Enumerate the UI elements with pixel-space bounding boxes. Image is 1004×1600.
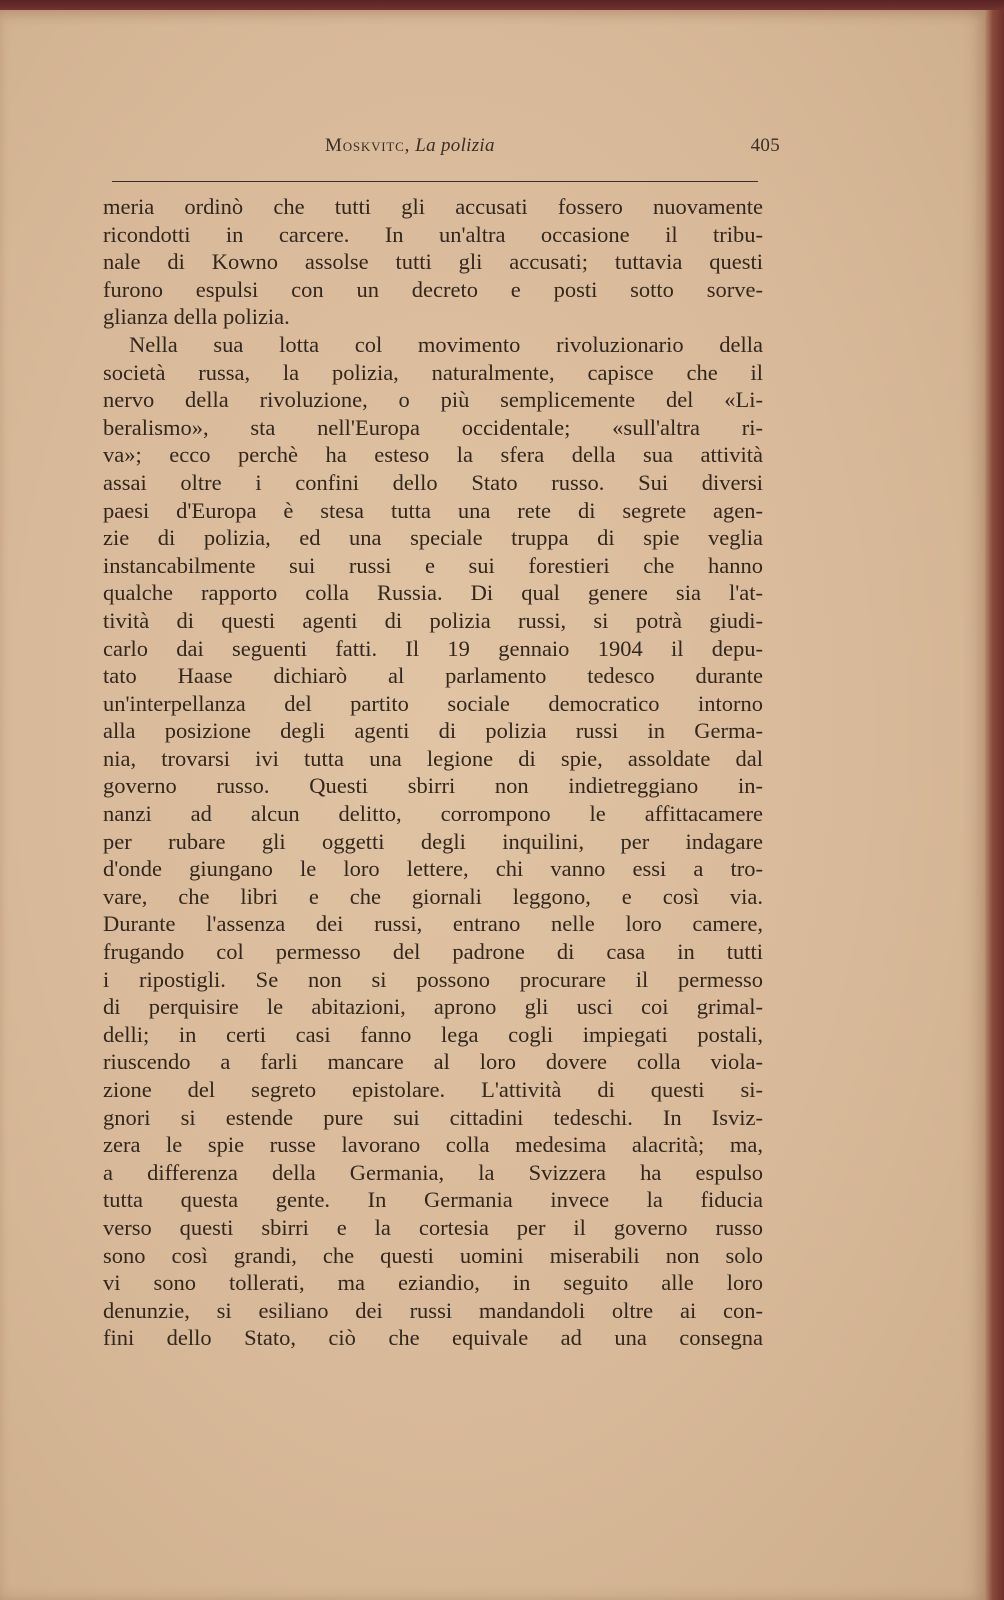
text-line: zie di polizia, ed una speciale truppa di spie veglia: [103, 525, 763, 551]
text-line: verso questi sbirri e la cortesia per il governo russo: [103, 1214, 763, 1240]
text-line: beralismo», sta nell'Europa occidentale; «sull'altra ri-: [103, 414, 763, 440]
text-line: delli; in certi casi fanno lega cogli impiegati postali,: [103, 1021, 763, 1047]
text-line: sono così grandi, che questi uomini miserabili non solo: [103, 1242, 763, 1268]
text-line: governo russo. Questi sbirri non indietreggiano in-: [103, 773, 763, 799]
running-head-work: La polizia: [415, 135, 495, 156]
text-line: gnori si estende pure sui cittadini tedeschi. In Isviz-: [103, 1104, 763, 1130]
text-line: per rubare gli oggetti degli inquilini, per indagare: [103, 828, 763, 854]
text-line: zione del segreto epistolare. L'attività di questi si-: [103, 1077, 763, 1102]
text-line: glianza della polizia.: [103, 304, 290, 330]
text-line: vare, che libri e che giornali leggono, e così via.: [103, 883, 763, 909]
text-line: denunzie, si esiliano dei russi mandandoli oltre ai con-: [103, 1297, 763, 1323]
text-line: paesi d'Europa è stesa tutta una rete di segrete agen-: [103, 497, 763, 523]
text-line: qualche rapporto colla Russia. Di qual genere sia l'at-: [103, 580, 763, 606]
text-line: furono espulsi con un decreto e posti sotto sorve-: [103, 276, 763, 302]
text-line: assai oltre i confini dello Stato russo. Sui diversi: [103, 469, 763, 495]
text-line: tutta questa gente. In Germania invece la fiducia: [103, 1187, 763, 1213]
text-line: società russa, la polizia, naturalmente, capisce che il: [103, 359, 763, 385]
text-line: frugando col permesso del padrone di casa in tutti: [103, 939, 763, 965]
text-line: zera le spie russe lavorano colla medesima alacrità; ma,: [103, 1132, 763, 1158]
text-line: vi sono tollerati, ma eziandio, in seguito alle loro: [103, 1270, 763, 1296]
text-line: instancabilmente sui russi e sui forestieri che hanno: [103, 552, 763, 578]
text-line: i ripostigli. Se non si possono procurare il permesso: [103, 966, 763, 992]
text-line: Durante l'assenza dei russi, entrano nelle loro camere,: [103, 911, 763, 937]
header-rule: [112, 181, 758, 182]
text-line: tività di questi agenti di polizia russi, si potrà giudi-: [103, 607, 763, 633]
text-line: nale di Kowno assolse tutti gli accusati; tuttavia questi: [103, 249, 763, 275]
text-line: meria ordinò che tutti gli accusati fossero nuovamente: [103, 194, 763, 219]
text-line: nia, trovarsi ivi tutta una legione di spie, assoldate dal: [103, 745, 763, 771]
running-head: [110, 135, 780, 165]
text-line: carlo dai seguenti fatti. Il 19 gennaio 1904 il depu-: [103, 635, 763, 661]
body-text: [103, 193, 763, 1352]
text-line: d'onde giungano le loro lettere, chi vanno essi a tro-: [103, 856, 763, 882]
running-title: [325, 135, 495, 157]
text-line: ricondotti in carcere. In un'altra occasione il tribu-: [103, 221, 763, 247]
paragraph-start-line: Nella sua lotta col movimento rivoluzionario della: [129, 331, 763, 357]
text-line: riuscendo a farli mancare al loro dovere colla viola-: [103, 1049, 763, 1075]
text-line: un'interpellanza del partito sociale democratico intorno: [103, 690, 763, 716]
book-fore-edge: [985, 10, 1004, 1600]
text-line: va»; ecco perchè ha esteso la sfera della sua attività: [103, 442, 763, 468]
text-line: di perquisire le abitazioni, aprono gli usci coi grimal-: [103, 994, 763, 1020]
text-line: alla posizione degli agenti di polizia russi in Germa-: [103, 718, 763, 744]
running-head-author: Moskvitc,: [325, 135, 411, 156]
text-line: nervo della rivoluzione, o più semplicemente del «Li-: [103, 387, 763, 413]
text-line: nanzi ad alcun delitto, corrompono le affittacamere: [103, 801, 763, 827]
text-line: tato Haase dichiarò al parlamento tedesco durante: [103, 663, 763, 689]
text-line: fini dello Stato, ciò che equivale ad una consegna: [103, 1325, 763, 1351]
page-number: 405: [750, 135, 780, 156]
text-line: a differenza della Germania, la Svizzera ha espulso: [103, 1159, 763, 1185]
